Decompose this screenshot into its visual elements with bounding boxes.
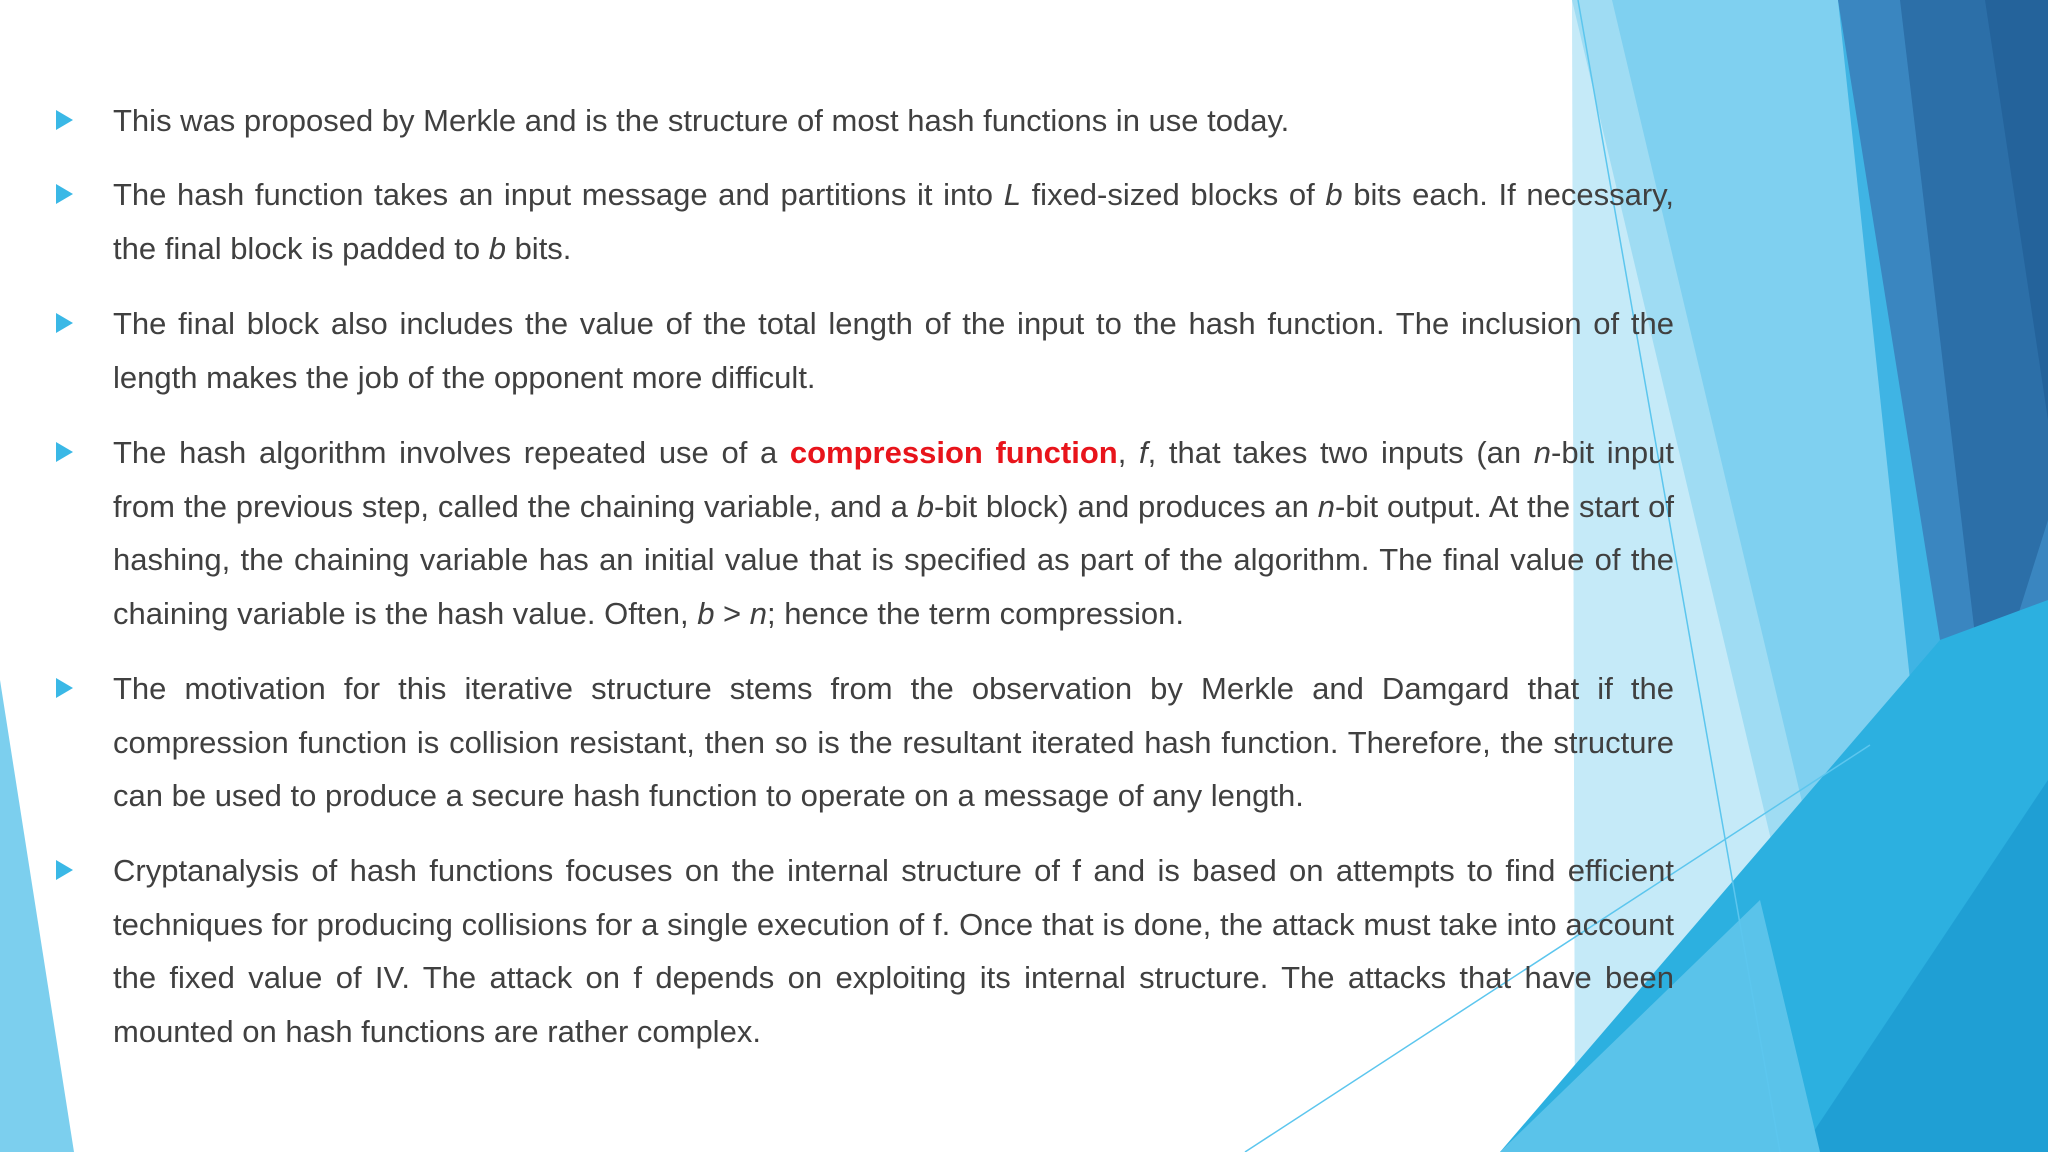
highlight-term: compression function bbox=[789, 435, 1118, 470]
bullet-triangle-icon bbox=[56, 678, 73, 698]
italic-variable: L bbox=[1003, 177, 1021, 212]
bullet-triangle-icon bbox=[56, 110, 73, 130]
text-run: The hash algorithm involves repeated use of a bbox=[113, 435, 790, 470]
italic-variable: n bbox=[1533, 435, 1552, 470]
bullet-triangle-icon bbox=[56, 442, 73, 462]
italic-variable: b bbox=[697, 595, 715, 631]
italic-variable: b bbox=[916, 488, 934, 524]
italic-variable: b bbox=[1325, 177, 1343, 212]
bullet-text bbox=[113, 662, 1674, 823]
bullet-text bbox=[113, 426, 1674, 640]
text-run: fixed-sized blocks of bbox=[1020, 177, 1326, 212]
bullet-text bbox=[113, 844, 1674, 1058]
text-run: -bit input from the previous step, called the chaining variable, and a bbox=[113, 435, 1674, 524]
bullet-text bbox=[113, 168, 1674, 275]
italic-variable: n bbox=[749, 595, 768, 631]
bullet-triangle-icon bbox=[56, 184, 73, 204]
italic-variable: b bbox=[488, 230, 506, 266]
text-run: -bit output. At the start of hashing, the chaining variable has an initial value that is specified as part of the algorithm. The final value of the chaining variable is the hash value. Often, bbox=[113, 488, 1674, 631]
text-run: The motivation for this iterative structure stems from the observation by Merkle and Damgard that if the compression function is collision resistant, then so is the resultant iterated hash function. Therefore, the structure can be used to produce a secure hash function to operate on a message of any length. bbox=[113, 671, 1674, 814]
text-run: , that takes two inputs (an bbox=[1147, 435, 1534, 470]
italic-variable: n bbox=[1317, 488, 1336, 524]
text-run: Cryptanalysis of hash functions focuses on the internal structure of f and is based on attempts to find efficient techniques for producing collisions for a single execution of f. Once that is done, the attack must take into account the fixed value of IV. The attack on f depends on exploiting its internal structure. The attacks that have been mounted on hash functions are rather complex. bbox=[113, 853, 1674, 1049]
text-run: This was proposed by Merkle and is the structure of most hash functions in use today. bbox=[113, 103, 1290, 138]
text-run: , bbox=[1117, 435, 1140, 470]
text-run: The final block also includes the value of the total length of the input to the hash function. The inclusion of the length makes the job of the opponent more difficult. bbox=[113, 306, 1674, 395]
text-run: > bbox=[714, 595, 750, 631]
bullet-text bbox=[113, 297, 1674, 404]
text-run: bits. bbox=[505, 230, 572, 266]
text-run: bits each. If necessary, the final block is padded to bbox=[113, 177, 1674, 266]
bullet-triangle-icon bbox=[56, 860, 73, 880]
bullet-text bbox=[113, 94, 1674, 148]
bullet-triangle-icon bbox=[56, 313, 73, 333]
text-run: ; hence the term compression. bbox=[767, 595, 1185, 631]
text-run: The hash function takes an input message and partitions it into bbox=[113, 177, 1004, 212]
italic-variable: f bbox=[1139, 435, 1148, 470]
text-run: -bit block) and produces an bbox=[934, 488, 1318, 524]
